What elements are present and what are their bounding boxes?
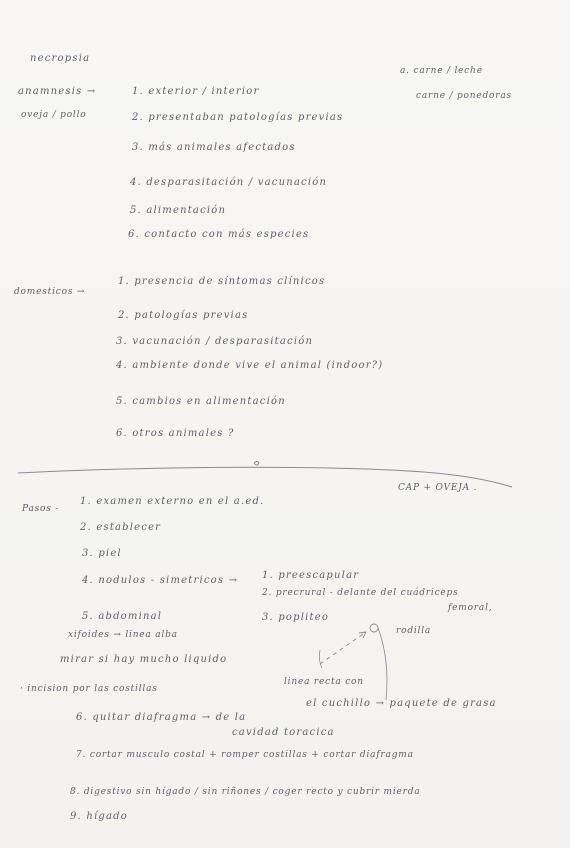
- paso-8: 8. digestivo sin hígado / sin riñones / coger recto y cubrir mierda: [70, 787, 421, 797]
- incision-note: · incision por las costillas: [20, 684, 158, 694]
- paso-1: 1. examen externo en el a.ed.: [80, 496, 265, 507]
- paso-2: 2. establecer: [80, 522, 162, 533]
- node-2-cont: femoral,: [448, 603, 493, 613]
- paso-6: 6. quitar diafragma → de la: [76, 712, 247, 723]
- domesticos-item-6: 6. otros animales ?: [116, 428, 235, 439]
- xifoides-note: xifoides → linea alba: [68, 630, 178, 640]
- side-note-2: carne / ponedoras: [416, 91, 512, 101]
- domesticos-item-5: 5. cambios en alimentación: [116, 396, 286, 407]
- domesticos-item-3: 3. vacunación / desparasitación: [116, 336, 314, 347]
- anamnesis-item-4: 4. desparasitación / vacunación: [130, 177, 328, 188]
- paso-3: 3. piel: [82, 548, 122, 559]
- linea-recta-note: linea recta con: [284, 677, 364, 687]
- anamnesis-item-3: 3. más animales afectados: [132, 142, 296, 153]
- mirar-note: mirar si hay mucho liquido: [60, 654, 228, 665]
- pasos-label: Pasos -: [22, 504, 60, 514]
- node-2: 2. precrural - delante del cuádriceps: [262, 588, 459, 598]
- cuchillo-note: el cuchillo → paquete de grasa: [306, 698, 497, 709]
- anamnesis-item-5: 5. alimentación: [130, 205, 227, 216]
- anamnesis-sublabel: oveja / pollo: [21, 110, 87, 120]
- anamnesis-item-1: 1. exterior / interior: [132, 86, 260, 97]
- paso-6-cont: cavidad toracica: [232, 727, 335, 738]
- domesticos-item-4: 4. ambiente donde vive el animal (indoor?): [116, 360, 384, 371]
- rodilla-label: rodilla: [396, 626, 432, 636]
- node-3: 3. popliteo: [262, 612, 330, 623]
- anamnesis-item-2: 2. presentaban patologías previas: [132, 112, 344, 123]
- anamnesis-item-6: 6. contacto con más especies: [128, 229, 310, 240]
- side-note-1: a. carne / leche: [400, 66, 483, 76]
- paso-5: 5. abdominal: [82, 611, 163, 622]
- domesticos-label: domesticos →: [14, 287, 86, 297]
- domesticos-item-2: 2. patologías previas: [118, 310, 249, 321]
- cap-oveja-title: CAP + OVEJA .: [398, 483, 478, 493]
- paso-9: 9. hígado: [70, 811, 128, 822]
- anamnesis-label: anamnesis →: [18, 86, 97, 97]
- paso-4: 4. nodulos - simetricos →: [82, 575, 239, 586]
- title-necropsia: necropsia: [30, 53, 91, 64]
- node-1: 1. preescapular: [262, 570, 360, 581]
- paso-7: 7. cortar musculo costal + romper costillas + cortar diafragma: [76, 750, 414, 760]
- domesticos-item-1: 1. presencia de síntomas clínicos: [118, 276, 326, 287]
